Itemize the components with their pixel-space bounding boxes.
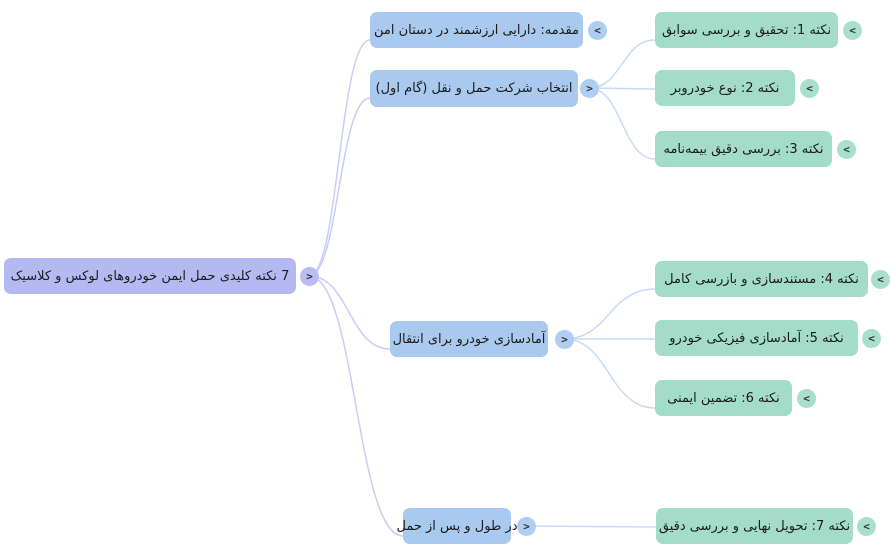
branch-node-intro: مقدمه: دارایی ارزشمند در دستان امن <box>370 12 583 48</box>
link-during-to-point7 <box>526 526 656 527</box>
leaf-point2-toggle-button[interactable]: < <box>800 79 819 98</box>
link-company-to-point3 <box>589 88 655 159</box>
link-root-to-during <box>309 276 403 536</box>
root-toggle-button[interactable]: > <box>300 267 319 286</box>
link-prepare-to-point4 <box>564 289 655 339</box>
leaf-node-point2: نکته 2: نوع خودروبر <box>655 70 795 106</box>
leaf-node-point3: نکته 3: بررسی دقیق بیمه‌نامه <box>655 131 832 167</box>
leaf-point3-toggle-button[interactable]: < <box>837 140 856 159</box>
branch-prepare-toggle-button[interactable]: > <box>555 330 574 349</box>
leaf-node-point1: نکته 1: تحقیق و بررسی سوابق <box>655 12 838 48</box>
branch-during-toggle-button[interactable]: > <box>517 517 536 536</box>
leaf-node-point5: نکته 5: آمادسازی فیزیکی خودرو <box>655 320 858 356</box>
link-root-to-intro <box>309 40 370 276</box>
branch-company-toggle-button[interactable]: > <box>580 79 599 98</box>
leaf-point1-toggle-button[interactable]: < <box>843 21 862 40</box>
leaf-point6-toggle-button[interactable]: < <box>797 389 816 408</box>
leaf-node-point4: نکته 4: مستندسازی و بازرسی کامل <box>655 261 868 297</box>
link-company-to-point1 <box>589 40 655 88</box>
root-node: 7 نکته کلیدی حمل ایمن خودروهای لوکس و کلاسیک <box>4 258 296 294</box>
link-prepare-to-point6 <box>564 339 655 408</box>
leaf-node-point7: نکته 7: تحویل نهایی و بررسی دقیق <box>656 508 853 544</box>
leaf-point4-toggle-button[interactable]: < <box>871 270 890 289</box>
branch-node-prepare: آمادسازی خودرو برای انتقال <box>390 321 548 357</box>
branch-intro-toggle-button[interactable]: < <box>588 21 607 40</box>
branch-node-company: انتخاب شرکت حمل و نقل (گام اول) <box>370 70 578 107</box>
leaf-point7-toggle-button[interactable]: < <box>857 517 876 536</box>
link-root-to-company <box>309 98 370 276</box>
branch-node-during: در طول و پس از حمل <box>403 508 511 544</box>
leaf-node-point6: نکته 6: تضمین ایمنی <box>655 380 792 416</box>
link-root-to-prepare <box>309 276 390 349</box>
leaf-point5-toggle-button[interactable]: < <box>862 329 881 348</box>
